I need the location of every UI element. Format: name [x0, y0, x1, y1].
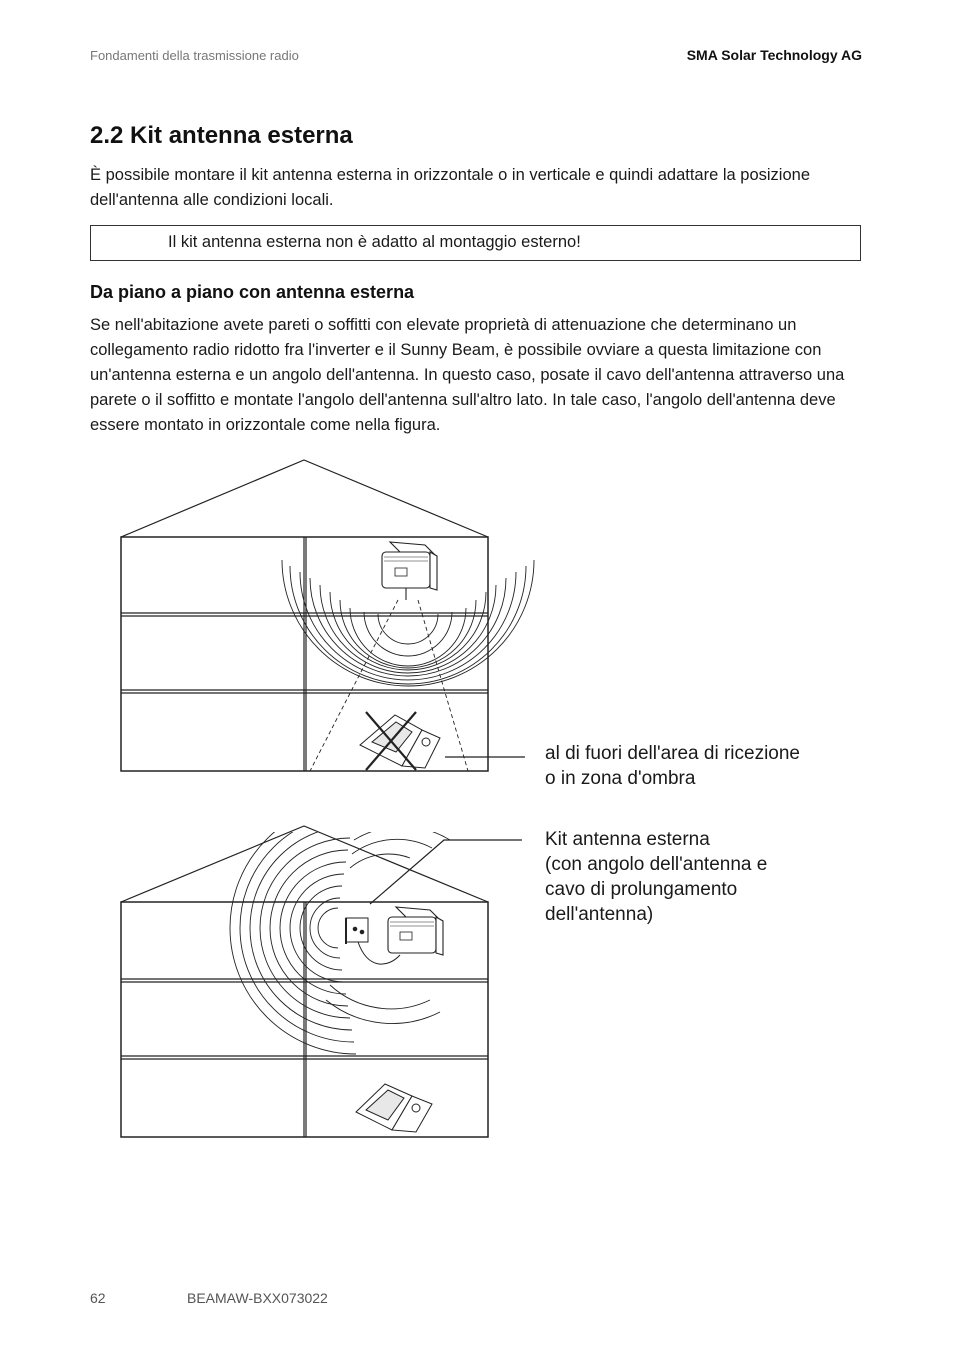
label-kit-line-1: Kit antenna esterna	[545, 829, 710, 850]
label-kit-line-2: (con angolo dell'antenna e	[545, 854, 768, 875]
notice-text: Il kit antenna esterna non è adatto al montaggio esterno!	[168, 233, 581, 251]
section-intro: È possibile montare il kit antenna esterna in orizzontale o in verticale e quindi adattare la posizione dell'antenna alle condizioni locali.	[90, 166, 811, 209]
subsection-title: Da piano a piano con antenna esterna	[90, 282, 415, 302]
section-title: 2.2 Kit antenna esterna	[90, 122, 353, 149]
header-chapter: Fondamenti della trasmissione radio	[90, 48, 299, 63]
label-antenna-kit	[545, 827, 767, 927]
header-company: SMA Solar Technology AG	[686, 47, 862, 63]
footer-page-number: 62	[90, 1290, 106, 1306]
house-bottom	[121, 826, 488, 1137]
label-shadow-line-2: o in zona d'ombra	[545, 768, 696, 789]
leader-line-kit	[370, 840, 522, 904]
footer-doc-code: BEAMAW-BXX073022	[187, 1290, 328, 1306]
subsection-body: Se nell'abitazione avete pareti o soffitti con elevate proprietà di attenuazione che determinano un collegamento radio ridotto fra l'inverter e il Sunny Beam, è possibile ovviare a questa limitazione con un'antenna esterna e un angolo dell'antenna. In questo caso, posate il cavo dell'antenna attraverso una parete o il soffitto e montate l'angolo dell'antenna sull'altro lato. In tale caso, l'angolo dell'antenna deve essere montato in orizzontale come nella figura.	[90, 316, 845, 434]
sunny-beam-crossed	[360, 712, 440, 770]
inverter-icon-top	[382, 542, 437, 600]
house-top	[121, 460, 488, 771]
sunny-beam-icon	[356, 1084, 432, 1132]
label-kit-line-4: dell'antenna)	[545, 904, 654, 925]
label-shadow-line-1: al di fuori dell'area di ricezione	[545, 743, 800, 764]
label-shadow-zone	[545, 741, 800, 791]
inverter-icon-bottom	[388, 907, 443, 955]
label-kit-line-3: cavo di prolungamento	[545, 879, 738, 900]
